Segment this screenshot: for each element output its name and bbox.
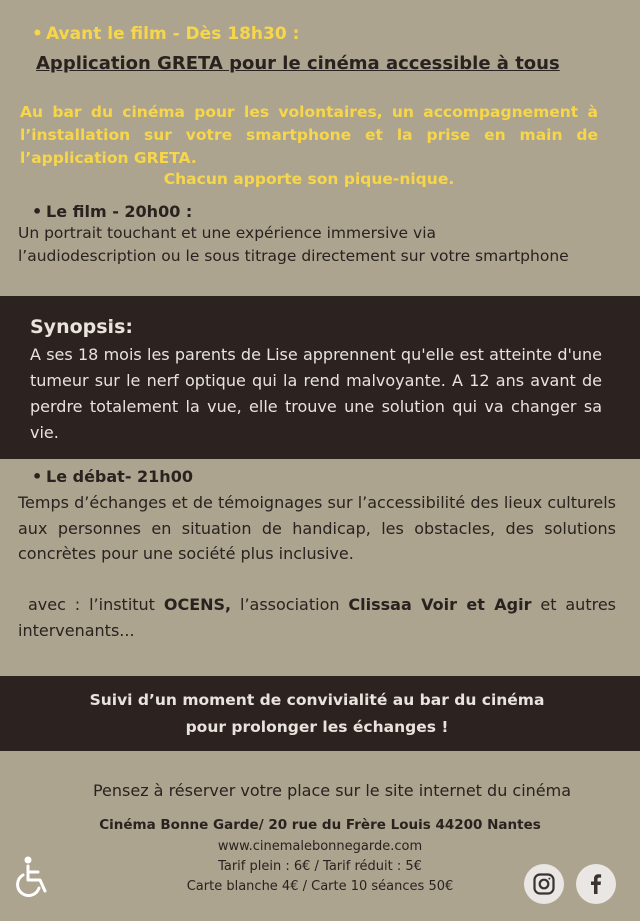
before-heading: • Avant le film - Dès 18h30 :: [32, 24, 299, 44]
tarif-text: Tarif plein : 6€ / Tarif réduit : 5€: [218, 859, 422, 874]
synopsis-title: Synopsis:: [30, 316, 133, 338]
conviviality-band: [0, 676, 640, 751]
debate-text: Temps d’échanges et de témoignages sur l’accessibilité des lieux culturels aux personnes en situation de handicap, les obstacles, des solutions concrètes pour une société plus inclusive.: [18, 493, 616, 563]
facebook-icon[interactable]: [576, 864, 616, 904]
conviviality-line1: Suivi d’un moment de convivialité au bar du cinéma: [89, 691, 545, 709]
ocens-name: OCENS,: [163, 595, 232, 614]
picnic-note: Chacun apporte son pique-nique.: [163, 170, 455, 188]
instagram-icon[interactable]: [524, 864, 564, 904]
before-description: Au bar du cinéma pour les volontaires, un accompagnement à l’installation sur votre smartphone et la prise en main de l’application GRETA.: [20, 103, 598, 167]
before-subheading: Application GRETA pour le cinéma accessible à tous: [36, 53, 560, 74]
conviviality-text: [0, 687, 634, 741]
website-link[interactable]: www.cinemalebonnegarde.com: [217, 839, 423, 854]
synopsis-band: [0, 296, 640, 459]
debate-participants: avec : l’institut OCENS, l’association Clissaa Voir et Agir et autres intervenants...: [18, 595, 616, 640]
debate-heading: • Le débat- 21h00: [32, 467, 193, 486]
conviviality-line2: pour prolonger les échanges !: [185, 718, 449, 736]
synopsis-text: A ses 18 mois les parents de Lise apprennent qu'elle est atteinte d'une tumeur sur le nerf optique qui la rend malvoyante. A 12 ans avant de perdre totalement la vue, elle trouve une solution qui va changer sa vie.: [30, 345, 602, 442]
film-heading: • Le film - 20h00 :: [32, 202, 192, 221]
clissaa-name: Clissaa Voir et Agir: [348, 595, 532, 614]
wheelchair-icon: [14, 855, 54, 897]
cinema-address: Cinéma Bonne Garde/ 20 rue du Frère Louis 44200 Nantes: [99, 817, 541, 833]
cartes-text: Carte blanche 4€ / Carte 10 séances 50€: [186, 879, 454, 894]
film-description: Un portrait touchant et une expérience immersive via l’audiodescription ou le sous titrage directement sur votre smartphone: [18, 224, 569, 265]
reserve-note: Pensez à réserver votre place sur le site internet du cinéma: [92, 781, 572, 800]
